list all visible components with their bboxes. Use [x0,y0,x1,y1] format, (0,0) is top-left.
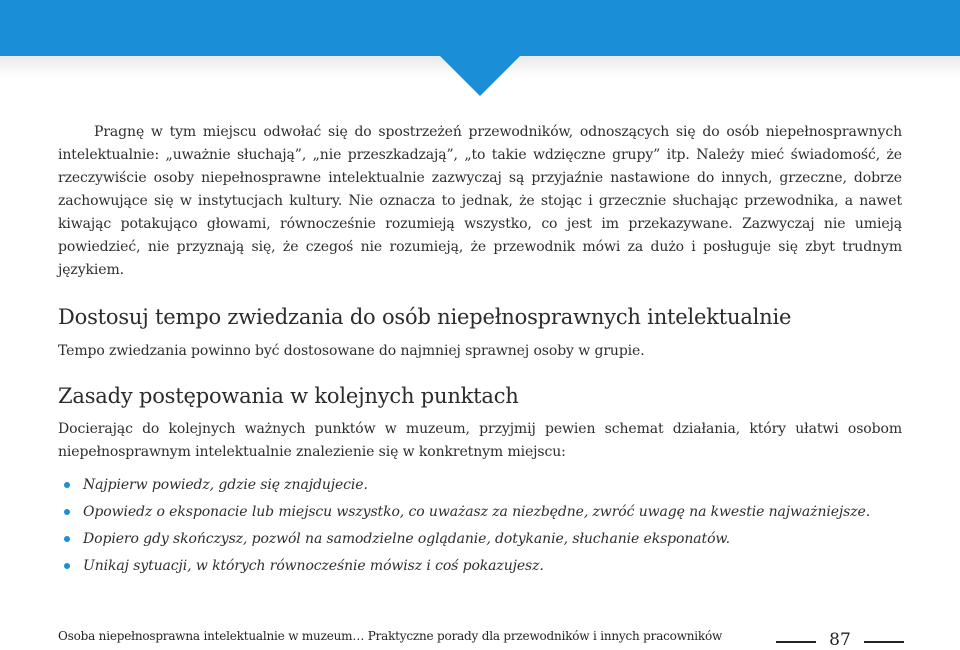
page-number: 87 [829,630,851,650]
section-heading-zasady: Zasady postępowania w kolejnych punktach [58,384,519,408]
list-item-text: Najpierw powiedz, gdzie się znajdujecie. [83,477,368,493]
section-intro-zasady: Docierając do kolejnych ważnych punktów w muzeum, przyjmij pewien schemat działania, który ułatwi osobom niepełnosprawnym intelektualnie znalezienie się w konkretnym miejscu: [58,421,902,460]
section-text-tempo: Tempo zwiedzania powinno być dostosowane do najmniej sprawnej osoby w grupie. [58,343,645,359]
list-item-text: Unikaj sytuacji, w których równocześnie mówisz i coś pokazujesz. [83,558,544,574]
footer-divider-left [776,641,816,643]
list-item [58,553,902,580]
bullet-dot-icon [64,509,70,515]
list-item [58,499,902,526]
list-item-text: Opowiedz o eksponacie lub miejscu wszystko, co uważasz za niezbędne, zwróć uwagę na kwestie najważniejsze. [83,504,871,520]
footer-divider-right [864,641,904,643]
list-item-text: Dopiero gdy skończysz, pozwól na samodzielne oglądanie, dotykanie, słuchanie eksponatów. [83,531,730,547]
body-paragraph: Pragnę w tym miejscu odwołać się do spostrzeżeń przewodników, odnoszących się do osób niepełnosprawnych intelektualnie: „uważnie słuchają”, „nie przeszkadzają”, „to takie wdzięczne grupy” itp. Należy mieć świadomość, że rzeczywiście osoby niepełnosprawne intelektualnie zazwyczaj są przyjaźnie nastawione do innych, grzeczne, dobrze zachowujące się w instytucjach kultury. Nie oznacza to jednak, że stojąc i grzecznie słuchając przewodnika, a nawet kiwając potakująco głowami, równocześnie rozumieją wszystko, co jest im przekazywane. Zazwyczaj nie umieją powiedzieć, nie przyznają się, że czegoś nie rozumieją, że przewodnik mówi za dużo i posługuje się zbyt trudnym językiem. [58,124,902,278]
list-item [58,472,902,499]
bullet-dot-icon [64,536,70,542]
section-heading-tempo: Dostosuj tempo zwiedzania do osób niepełnosprawnych intelektualnie [58,305,792,329]
header-arrow-decoration [440,56,520,96]
bullet-list [58,472,902,580]
page-content [58,121,902,580]
bullet-dot-icon [64,563,70,569]
footer-title: Osoba niepełnosprawna intelektualnie w muzeum… Praktyczne porady dla przewodników i innych pracowników [58,629,723,643]
bullet-dot-icon [64,482,70,488]
header-bar [0,0,960,56]
list-item [58,526,902,553]
